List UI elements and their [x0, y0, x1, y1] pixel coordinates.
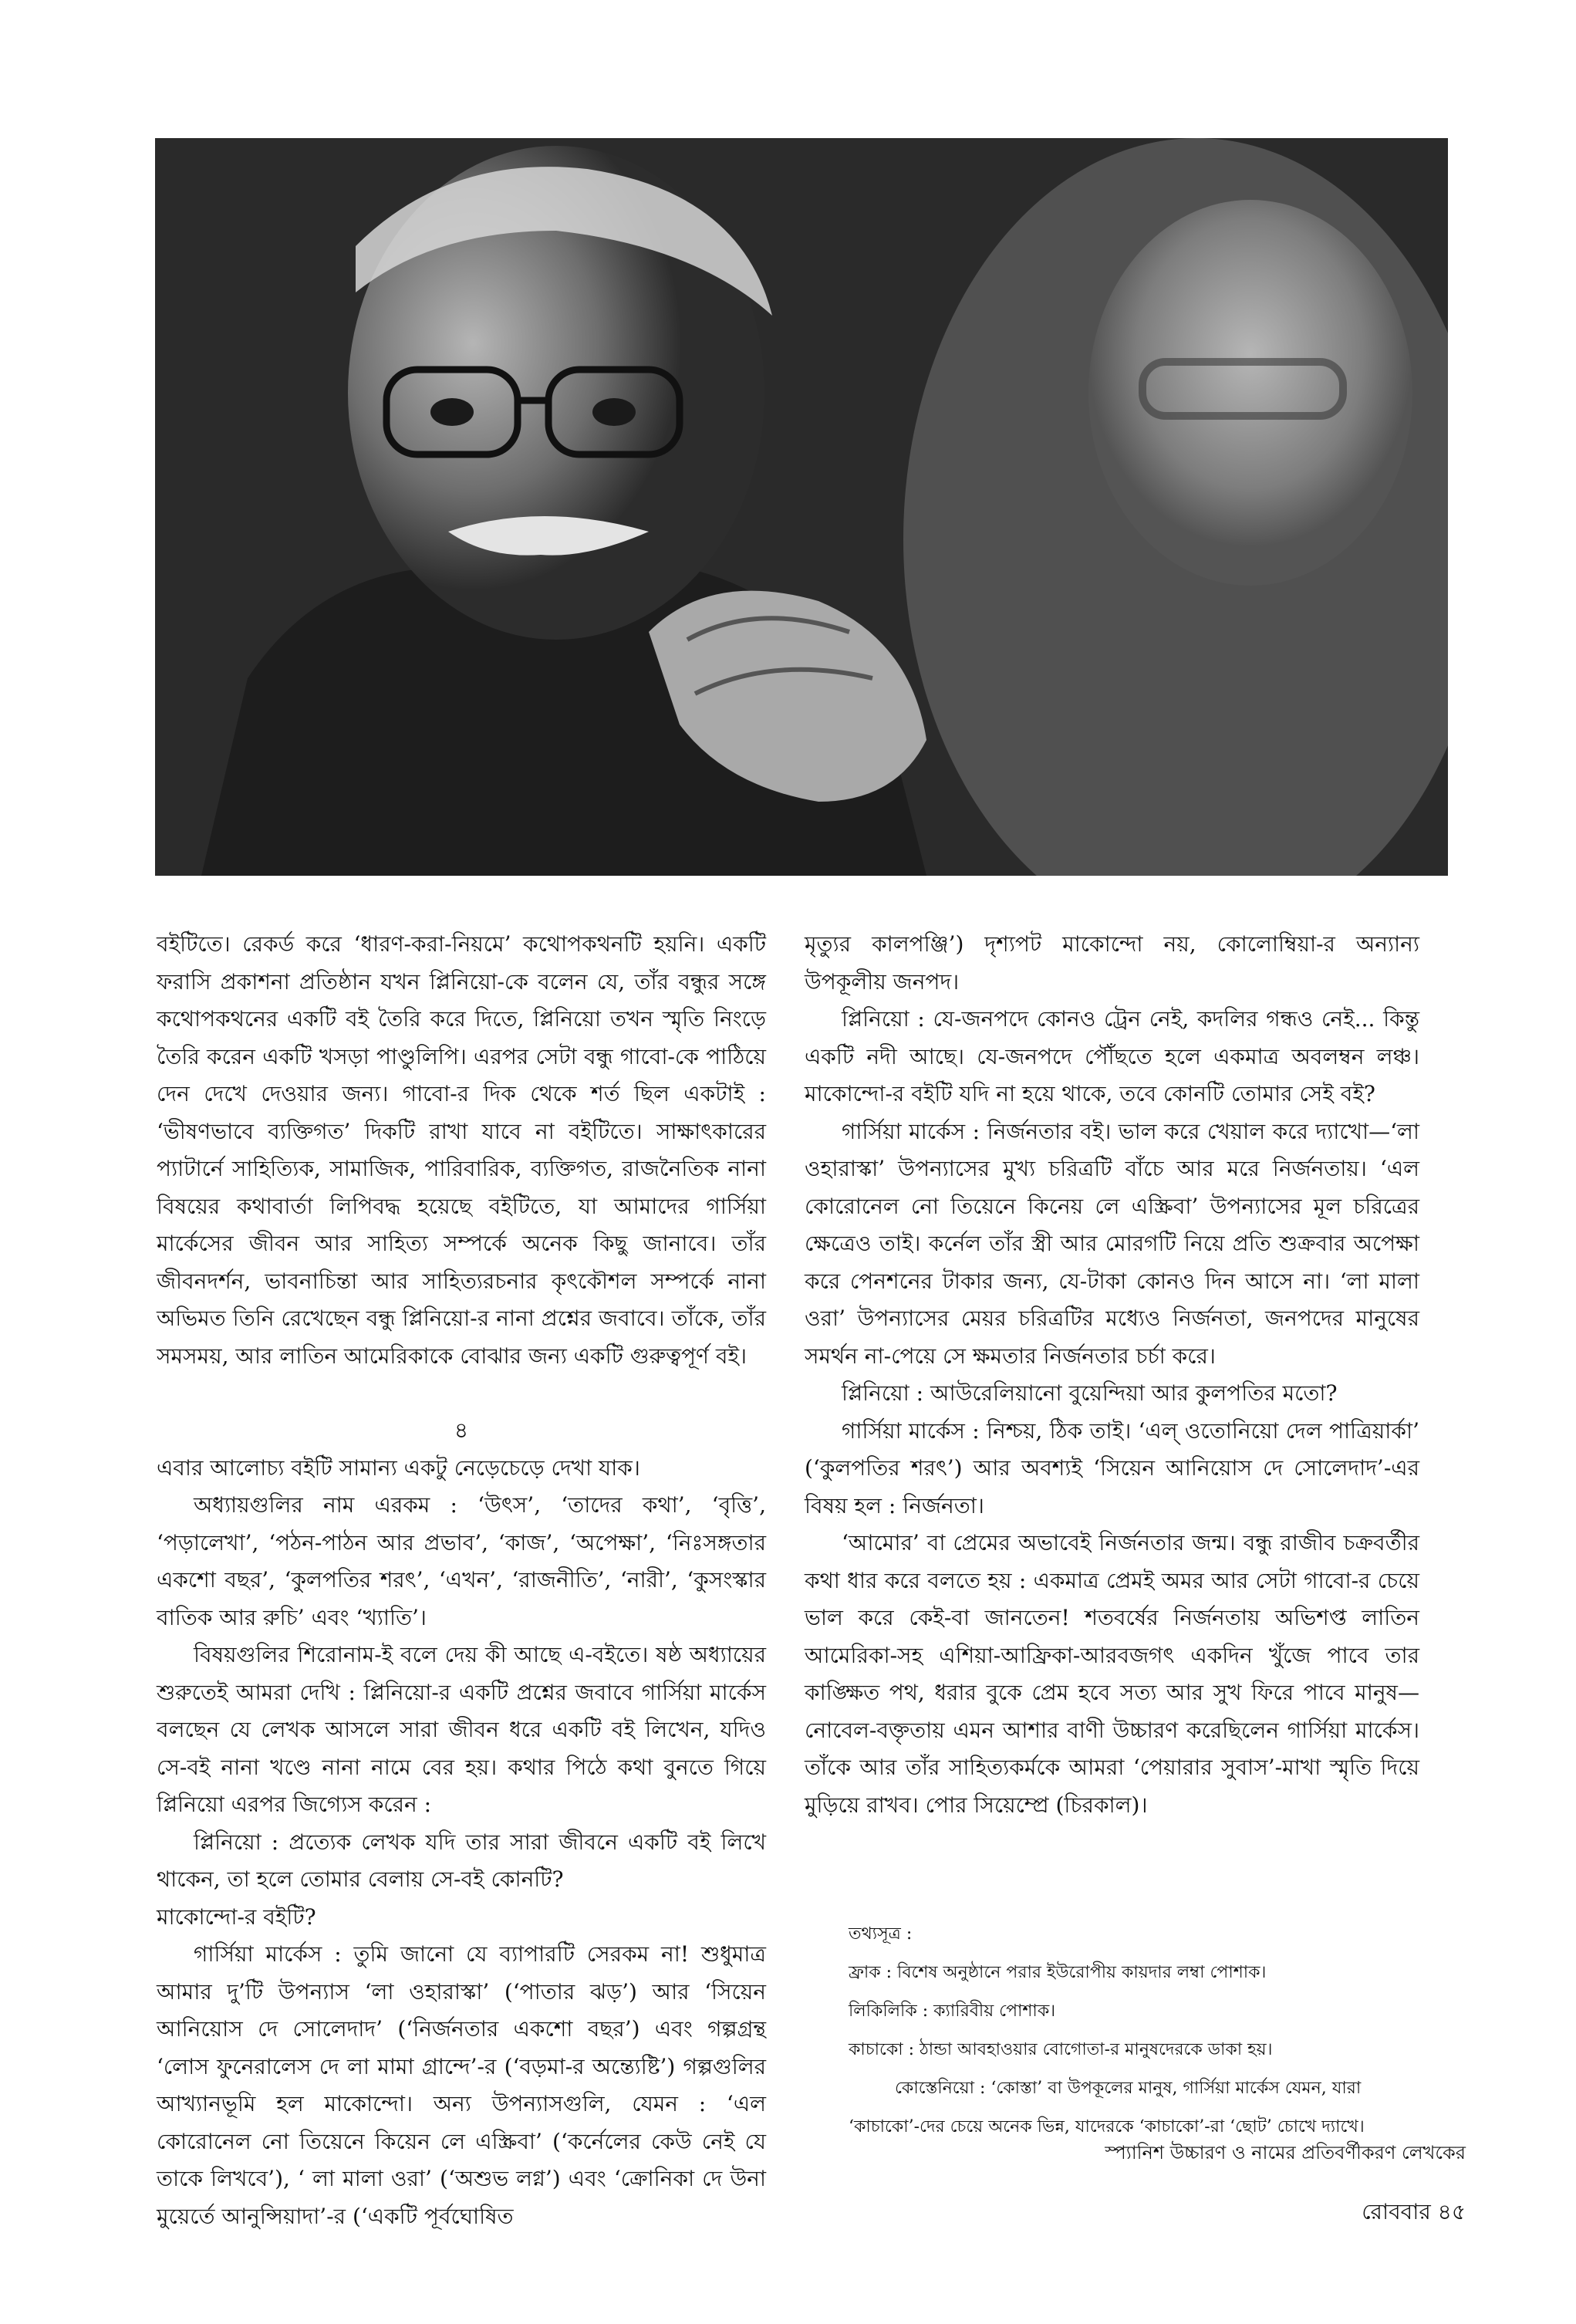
- source-item: লিকিলিকি : ক্যারিবীয় পোশাক।: [849, 2001, 1056, 2021]
- left-column: [157, 926, 766, 2235]
- left-paragraph-7: গার্সিয়া মার্কেস : তুমি জানো যে ব্যাপারটি সেরকম না! শুধুমাত্র আমার দু’টি উপন্যাস ‘লা ওহারাস্কা’ (‘পাতার ঝড়’) আর ‘সিয়েন আনিয়োস দে সোলেদাদ’ (‘নির্জনতার একশো বছর’) এবং গল্পগ্রন্থ ‘লোস ফুনেরালেস দে লা মামা গ্রান্দে’-র (‘বড়মা-র অন্ত্যেষ্টি’) গল্পগুলির আখ্যানভূমি হল মাকোন্দো। অন্য উপন্যাসগুলি, যেমন : ‘এল কোরোনেল নো তিয়েনে কিয়েন লে এস্ক্রিবা’ (‘কর্নেলের কেউ নেই যে তাকে লিখবে’), ‘ লা মালা ওরা’ (‘অশুভ লগ্ন’) এবং ‘ক্রোনিকা দে উনা মুয়ের্তে আনুন্সিয়াদা’-র (‘একটি পূর্বঘোষিত: [157, 1941, 766, 2229]
- transliteration-credit: স্প্যানিশ উচ্চারণ ও নামের প্রতিবর্ণীকরণ লেখকের: [1105, 2142, 1466, 2164]
- sources-box: [849, 1915, 1458, 2147]
- right-column: [805, 926, 1419, 1824]
- sources-heading: তথ্যসূত্র :: [849, 1924, 913, 1944]
- portrait-photo: [155, 138, 1448, 876]
- source-item: ফ্রাক : বিশেষ অনুষ্ঠানে পরার ইউরোপীয় কায়দার লম্বা পোশাক।: [849, 1963, 1267, 1982]
- left-paragraph-6: মাকোন্দো-র বইটি?: [157, 1903, 316, 1930]
- right-paragraph-1: মৃত্যুর কালপঞ্জি’) দৃশ্যপট মাকোন্দো নয়, কোলোম্বিয়া-র অন্যান্য উপকূলীয় জনপদ।: [805, 931, 1419, 995]
- source-item: কোস্তেনিয়ো : ‘কোস্তা’ বা উপকূলের মানুষ, গার্সিয়া মার্কেস যেমন, যারা: [895, 2079, 1362, 2098]
- right-paragraph-4: প্লিনিয়ো : আউরেলিয়ানো বুয়েন্দিয়া আর কুলপতির মতো?: [842, 1380, 1338, 1406]
- left-paragraph-2: এবার আলোচ্য বইটি সামান্য একটু নেড়েচেড়ে দেখা যাক।: [157, 1454, 640, 1481]
- source-item: ‘কাচাকো’-দের চেয়ে অনেক ভিন্ন, যাদেরকে ‘কাচাকো’-রা ‘ছোট’ চোখে দ্যাখে।: [849, 2117, 1365, 2137]
- left-paragraph-3: অধ্যায়গুলির নাম এরকম : ‘উৎস’, ‘তাদের কথা’, ‘বৃত্তি’, ‘পড়ালেখা’, ‘পঠন-পাঠন আর প্রভাব’, ‘কাজ’, ‘অপেক্ষা’, ‘নিঃসঙ্গতার একশো বছর’, ‘কুলপতির শরৎ’, ‘এখন’, ‘রাজনীতি’, ‘নারী’, ‘কুসংস্কার বাতিক আর রুচি’ এবং ‘খ্যাতি’।: [157, 1492, 766, 1630]
- portrait-photo-icon: [155, 138, 1448, 876]
- section-gap: [157, 1375, 766, 1412]
- right-paragraph-6: ‘আমোর’ বা প্রেমের অভাবেই নির্জনতার জন্ম। বন্ধু রাজীব চক্রবর্তীর কথা ধার করে বলতে হয় : একমাত্র প্রেমই অমর আর সেটা গাবো-র চেয়ে ভাল করে কেই-বা জানতেন! শতবর্ষের নির্জনতায় অভিশপ্ত লাতিন আমেরিকা-সহ এশিয়া-আফ্রিকা-আরবজগৎ একদিন খুঁজে পাবে তার কাঙ্ক্ষিত পথ, ধরার বুকে প্রেম হবে সত্য আর সুখ ফিরে পাবে মানুষ—নোবেল-বক্তৃতায় এমন আশার বাণী উচ্চারণ করেছিলেন গার্সিয়া মার্কেস। তাঁকে আর তাঁর সাহিত্যকর্মকে আমরা ‘পেয়ারার সুবাস’-মাখা স্মৃতি দিয়ে মুড়িয়ে রাখব। পোর সিয়েম্প্রে (চিরকাল)।: [805, 1530, 1419, 1818]
- right-paragraph-3: গার্সিয়া মার্কেস : নির্জনতার বই। ভাল করে খেয়াল করে দ্যাখো—‘লা ওহারাস্কা’ উপন্যাসের মুখ্য চরিত্রটি বাঁচে আর মরে নির্জনতায়। ‘এল কোরোনেল নো তিয়েনে কিনেয় লে এস্ক্রিবা’ উপন্যাসের মূল চরিত্রের ক্ষেত্রেও তাই। কর্নেল তাঁর স্ত্রী আর মোরগটি নিয়ে প্রতি শুক্রবার অপেক্ষা করে পেনশনের টাকার জন্য, যে-টাকা কোনও দিন আসে না। ‘লা মালা ওরা’ উপন্যাসের মেয়র চরিত্রটির মধ্যেও নির্জনতা, জনপদের মানুষের সমর্থন না-পেয়ে সে ক্ষমতার নির্জনতার চর্চা করে।: [805, 1118, 1419, 1369]
- section-number: ৪: [454, 1417, 469, 1443]
- right-paragraph-5: গার্সিয়া মার্কেস : নিশ্চয়, ঠিক তাই। ‘এল্ ওতোনিয়ো দেল পাত্রিয়ার্কা’ (‘কুলপতির শরৎ’) আর অবশ্যই ‘সিয়েন আনিয়োস দে সোলেদাদ’-এর বিষয় হল : নির্জনতা।: [805, 1417, 1419, 1518]
- left-paragraph-4: বিষয়গুলির শিরোনাম-ই বলে দেয় কী আছে এ-বইতে। ষষ্ঠ অধ্যায়ের শুরুতেই আমরা দেখি : প্লিনিয়ো-র একটি প্রশ্নের জবাবে গার্সিয়া মার্কেস বলছেন যে লেখক আসলে সারা জীবন ধরে একটি বই লিখেন, যদিও সে-বই নানা খণ্ডে নানা নামে বের হয়। কথার পিঠে কথা বুনতে গিয়ে প্লিনিয়ো এরপর জিগ্যেস করেন :: [157, 1642, 766, 1817]
- page-folio: রোববার ৪৫: [1362, 2199, 1466, 2224]
- left-paragraph-5: প্লিনিয়ো : প্রত্যেক লেখক যদি তার সারা জীবনে একটি বই লিখে থাকেন, তা হলে তোমার বেলায় সে-বই কোনটি?: [157, 1829, 766, 1892]
- source-item: কাচাকো : ঠান্ডা আবহাওয়ার বোগোতা-র মানুষদেরকে ডাকা হয়।: [849, 2040, 1273, 2059]
- left-paragraph-1: বইটিতে। রেকর্ড করে ‘ধারণ-করা-নিয়মে’ কথোপকথনটি হয়নি। একটি ফরাসি প্রকাশনা প্রতিষ্ঠান যখন প্লিনিয়ো-কে বলেন যে, তাঁর বন্ধুর সঙ্গে কথোপকথনের একটি বই তৈরি করে দিতে, প্লিনিয়ো তখন স্মৃতি নিংড়ে তৈরি করেন একটি খসড়া পাণ্ডুলিপি। এরপর সেটা বন্ধু গাবো-কে পাঠিয়ে দেন দেখে দেওয়ার জন্য। গাবো-র দিক থেকে শর্ত ছিল একটাই : ‘ভীষণভাবে ব্যক্তিগত’ দিকটি রাখা যাবে না বইটিতে। সাক্ষাৎকারের প্যাটার্নে সাহিত্যিক, সামাজিক, পারিবারিক, ব্যক্তিগত, রাজনৈতিক নানা বিষয়ের কথাবার্তা লিপিবদ্ধ হয়েছে বইটিতে, যা আমাদের গার্সিয়া মার্কেসের জীবন আর সাহিত্য সম্পর্কে অনেক কিছু জানাবে। তাঁর জীবনদর্শন, ভাবনাচিন্তা আর সাহিত্যরচনার কৃৎকৌশল সম্পর্কে নানা অভিমত তিনি রেখেছেন বন্ধু প্লিনিয়ো-র নানা প্রশ্নের জবাবে। তাঁকে, তাঁর সমসময়, আর লাতিন আমেরিকাকে বোঝার জন্য একটি গুরুত্বপূর্ণ বই।: [157, 931, 766, 1369]
- right-paragraph-2: প্লিনিয়ো : যে-জনপদে কোনও ট্রেন নেই, কদলির গন্ধও নেই... কিন্তু একটি নদী আছে। যে-জনপদে পৌঁছতে হলে একমাত্র অবলম্বন লঞ্চ। মাকোন্দো-র বইটি যদি না হয়ে থাকে, তবে কোনটি তোমার সেই বই?: [805, 1006, 1419, 1106]
